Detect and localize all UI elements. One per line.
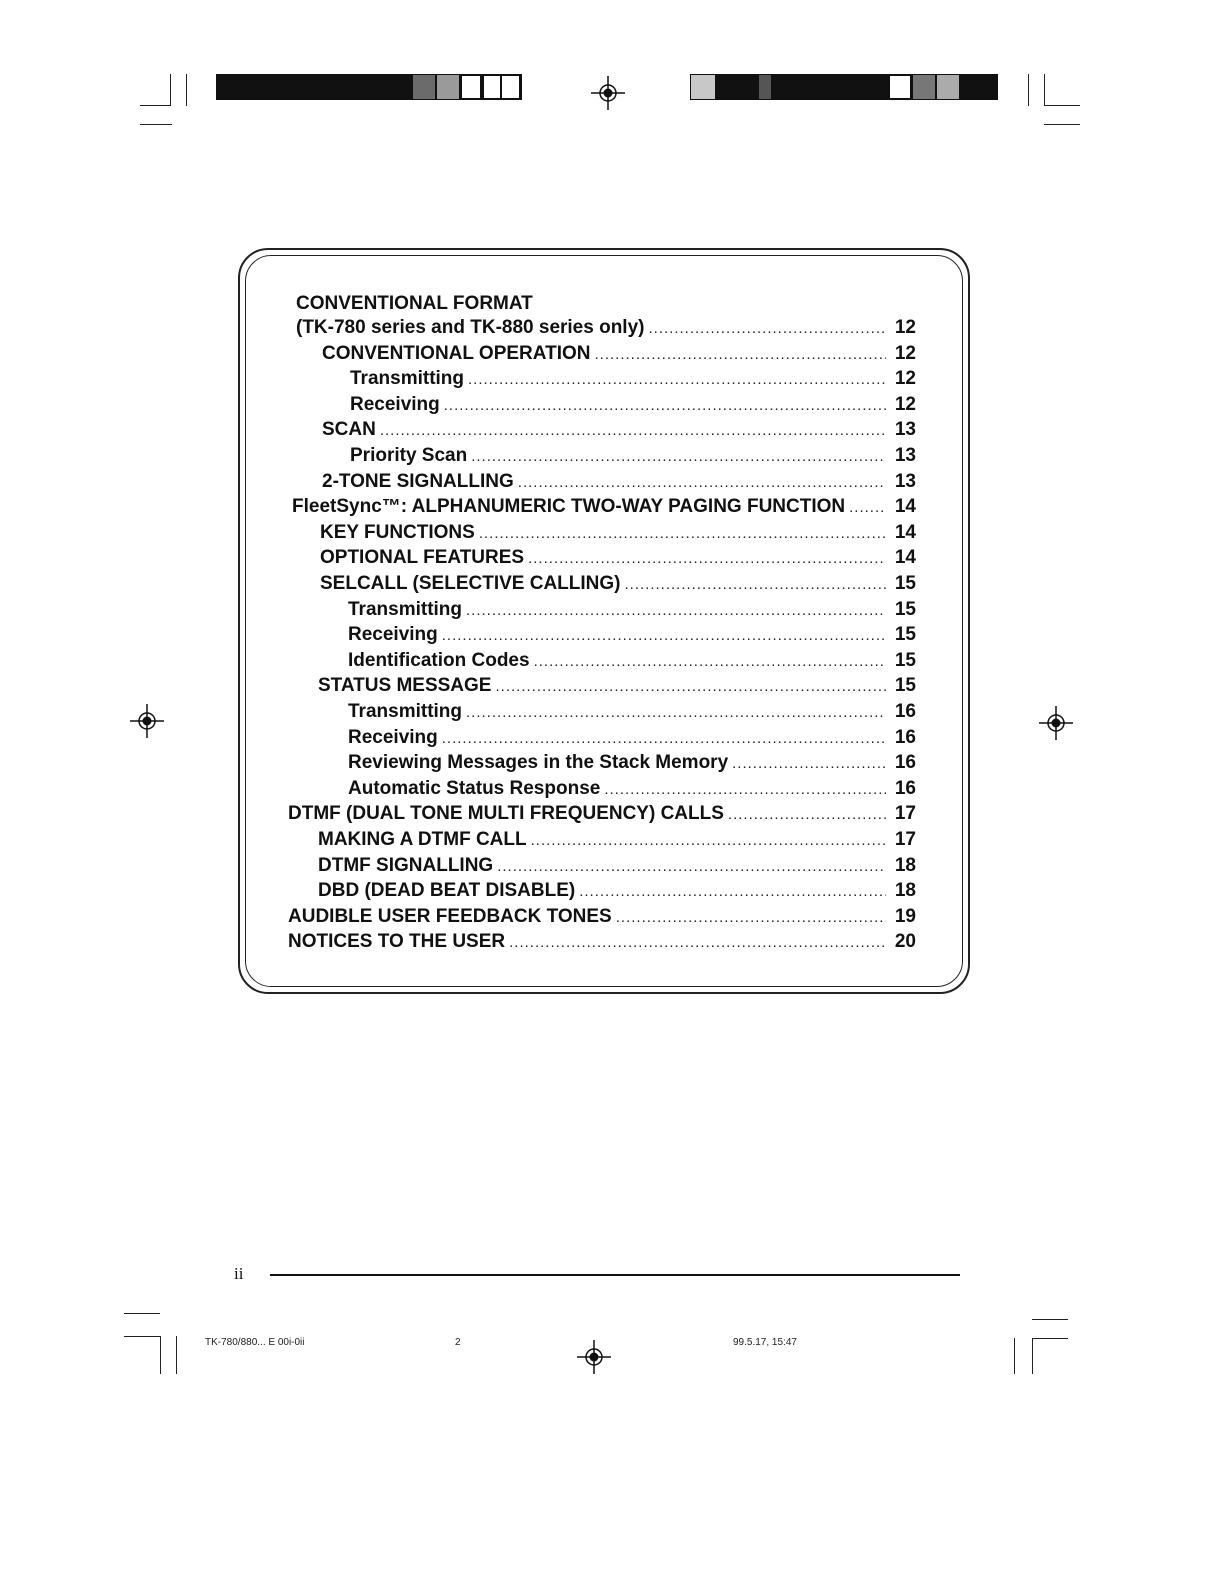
toc-leader-dots bbox=[624, 573, 886, 597]
footer-rule bbox=[270, 1274, 960, 1276]
toc-entry-title: SCAN bbox=[322, 419, 376, 441]
toc-entry-page: 12 bbox=[894, 368, 916, 390]
toc-entry-title: KEY FUNCTIONS bbox=[320, 521, 475, 543]
toc-entry-title: 2-TONE SIGNALLING bbox=[322, 470, 514, 492]
crop-mark bbox=[140, 124, 172, 125]
toc-entry-page: 12 bbox=[894, 342, 916, 364]
crop-mark bbox=[1032, 1319, 1068, 1320]
crop-mark bbox=[1044, 124, 1080, 125]
slug-sheet: 2 bbox=[455, 1337, 461, 1348]
toc-entry-title: (TK-780 series and TK-880 series only) bbox=[296, 317, 645, 338]
crop-mark bbox=[1028, 74, 1029, 106]
toc-leader-dots bbox=[495, 675, 886, 699]
toc-leader-dots bbox=[518, 471, 886, 495]
crop-mark bbox=[170, 74, 171, 106]
toc-entry-title: Priority Scan bbox=[350, 445, 468, 466]
toc-entry-title: Receiving bbox=[350, 393, 440, 415]
toc-entry bbox=[348, 700, 916, 725]
toc-entry-page: 16 bbox=[894, 777, 916, 799]
slug-file: TK-780/880... E 00i-0ii bbox=[205, 1337, 305, 1348]
toc-leader-dots bbox=[442, 624, 886, 648]
toc-entry-page: 15 bbox=[894, 573, 916, 594]
toc-leader-dots bbox=[648, 317, 886, 341]
toc-entry-title: Reviewing Messages in the Stack Memory bbox=[348, 752, 729, 774]
toc-leader-dots bbox=[497, 855, 886, 879]
toc-entry-title: AUDIBLE USER FEEDBACK TONES bbox=[288, 905, 612, 927]
toc-entry-page: 17 bbox=[894, 829, 916, 850]
toc-entry-page: 13 bbox=[894, 445, 916, 466]
toc-entry bbox=[322, 418, 916, 443]
color-bar-right bbox=[690, 74, 998, 100]
toc-entry bbox=[318, 674, 916, 699]
toc-entry-title: SELCALL (SELECTIVE CALLING) bbox=[320, 573, 621, 594]
toc-leader-dots bbox=[471, 445, 886, 469]
toc-entry-page: 14 bbox=[894, 521, 916, 543]
crop-mark bbox=[140, 105, 170, 106]
crop-mark bbox=[160, 1336, 161, 1374]
crop-mark bbox=[124, 1313, 160, 1314]
toc-entry bbox=[348, 623, 916, 648]
color-swatch bbox=[759, 75, 771, 99]
toc-entry bbox=[288, 905, 916, 930]
crop-mark bbox=[1014, 1338, 1015, 1374]
toc-entry-title: NOTICES TO THE USER bbox=[288, 931, 506, 953]
toc-leader-dots bbox=[468, 368, 886, 392]
toc-leader-dots bbox=[466, 599, 886, 623]
registration-target-icon bbox=[591, 76, 625, 110]
toc-entry bbox=[348, 777, 916, 802]
toc-entry bbox=[320, 546, 916, 571]
crop-mark bbox=[176, 1336, 177, 1374]
toc-entry bbox=[318, 879, 916, 904]
toc-entry bbox=[296, 316, 916, 341]
toc-entry-title: Identification Codes bbox=[348, 649, 530, 671]
toc-entry-page: 14 bbox=[894, 496, 916, 518]
toc-entry bbox=[350, 367, 916, 392]
toc-entry bbox=[348, 649, 916, 674]
crop-mark bbox=[1044, 74, 1045, 106]
toc-entry-page: 16 bbox=[894, 752, 916, 774]
toc-entry bbox=[322, 342, 916, 367]
toc-entry-title: DBD (DEAD BEAT DISABLE) bbox=[318, 880, 576, 902]
toc-entry-page: 15 bbox=[894, 624, 916, 646]
color-swatch bbox=[413, 75, 435, 99]
toc-entry-title: CONVENTIONAL OPERATION bbox=[322, 342, 591, 364]
toc-entry bbox=[288, 802, 916, 827]
toc-entry-page: 16 bbox=[894, 701, 916, 722]
color-swatch bbox=[461, 75, 481, 99]
crop-mark bbox=[1032, 1338, 1033, 1374]
toc-entry-page: 13 bbox=[894, 470, 916, 492]
toc-entry-title: DTMF (DUAL TONE MULTI FREQUENCY) CALLS bbox=[288, 803, 724, 825]
color-bar-left bbox=[216, 74, 522, 100]
toc-entry-title: Transmitting bbox=[348, 598, 463, 620]
toc-entry-page: 12 bbox=[894, 317, 916, 338]
toc-leader-dots bbox=[466, 701, 886, 725]
toc-leader-dots bbox=[534, 650, 886, 674]
crop-mark bbox=[186, 74, 187, 106]
color-swatch bbox=[437, 75, 459, 99]
toc-entry-title: DTMF SIGNALLING bbox=[318, 854, 494, 876]
toc-entry bbox=[292, 495, 916, 520]
toc-entry-title: MAKING A DTMF CALL bbox=[318, 829, 527, 850]
toc-entry bbox=[348, 751, 916, 776]
toc-entry-page: 19 bbox=[894, 905, 916, 927]
registration-target-icon bbox=[130, 704, 164, 738]
toc-entry bbox=[322, 470, 916, 495]
toc-entry-title: Automatic Status Response bbox=[348, 777, 601, 799]
toc-entry-page: 16 bbox=[894, 726, 916, 748]
color-swatch bbox=[501, 75, 520, 99]
toc-leader-dots bbox=[579, 880, 886, 904]
toc-heading: CONVENTIONAL FORMAT bbox=[296, 293, 533, 314]
toc-entry bbox=[348, 598, 916, 623]
color-swatch bbox=[691, 75, 715, 99]
toc-entry bbox=[288, 930, 916, 955]
toc-entry bbox=[320, 521, 916, 546]
registration-target-icon bbox=[577, 1340, 611, 1374]
color-swatch bbox=[889, 75, 911, 99]
crop-mark bbox=[1032, 1338, 1068, 1339]
color-swatch bbox=[717, 75, 739, 99]
toc-leader-dots bbox=[509, 931, 886, 955]
toc-entry-title: STATUS MESSAGE bbox=[318, 675, 492, 697]
page-number: ii bbox=[234, 1264, 244, 1283]
toc-entry bbox=[348, 726, 916, 751]
toc-leader-dots bbox=[616, 906, 886, 930]
toc-entry bbox=[350, 393, 916, 418]
toc-entry-title: Receiving bbox=[348, 726, 438, 748]
color-swatch bbox=[483, 75, 501, 99]
toc-entry-title: FleetSync™: ALPHANUMERIC TWO-WAY PAGING FUNCTION bbox=[292, 496, 846, 518]
toc-entry-page: 18 bbox=[894, 880, 916, 902]
toc-entry-title: Transmitting bbox=[348, 701, 463, 722]
crop-mark bbox=[124, 1336, 160, 1337]
toc-entry-title: Transmitting bbox=[350, 368, 465, 390]
registration-target-icon bbox=[1039, 706, 1073, 740]
toc-leader-dots bbox=[528, 547, 886, 571]
toc-leader-dots bbox=[604, 778, 886, 802]
toc-entry-title: Receiving bbox=[348, 624, 438, 646]
toc-leader-dots bbox=[849, 496, 886, 520]
slug-timestamp: 99.5.17, 15:47 bbox=[733, 1337, 797, 1348]
toc-leader-dots bbox=[380, 419, 886, 443]
toc-leader-dots bbox=[442, 727, 886, 751]
color-swatch bbox=[913, 75, 935, 99]
crop-mark bbox=[1044, 105, 1080, 106]
toc-entry-page: 12 bbox=[894, 393, 916, 415]
toc-leader-dots bbox=[444, 394, 886, 418]
toc-entry bbox=[318, 828, 916, 853]
toc-entry-page: 15 bbox=[894, 598, 916, 620]
toc-entry-page: 20 bbox=[894, 931, 916, 953]
toc-entry-page: 14 bbox=[894, 547, 916, 569]
toc-leader-dots bbox=[479, 522, 886, 546]
toc-entry-title: OPTIONAL FEATURES bbox=[320, 547, 525, 569]
toc-leader-dots bbox=[531, 829, 886, 853]
toc-entry-page: 18 bbox=[894, 854, 916, 876]
toc-entry bbox=[350, 444, 916, 469]
toc-entry-page: 13 bbox=[894, 419, 916, 441]
toc-entry bbox=[320, 572, 916, 597]
toc-entry-page: 17 bbox=[894, 803, 916, 825]
toc-entry-page: 15 bbox=[894, 675, 916, 697]
toc-leader-dots bbox=[728, 803, 886, 827]
toc-entry-page: 15 bbox=[894, 649, 916, 671]
toc-leader-dots bbox=[594, 343, 886, 367]
toc-leader-dots bbox=[732, 752, 886, 776]
toc-entry bbox=[318, 854, 916, 879]
color-swatch bbox=[937, 75, 959, 99]
